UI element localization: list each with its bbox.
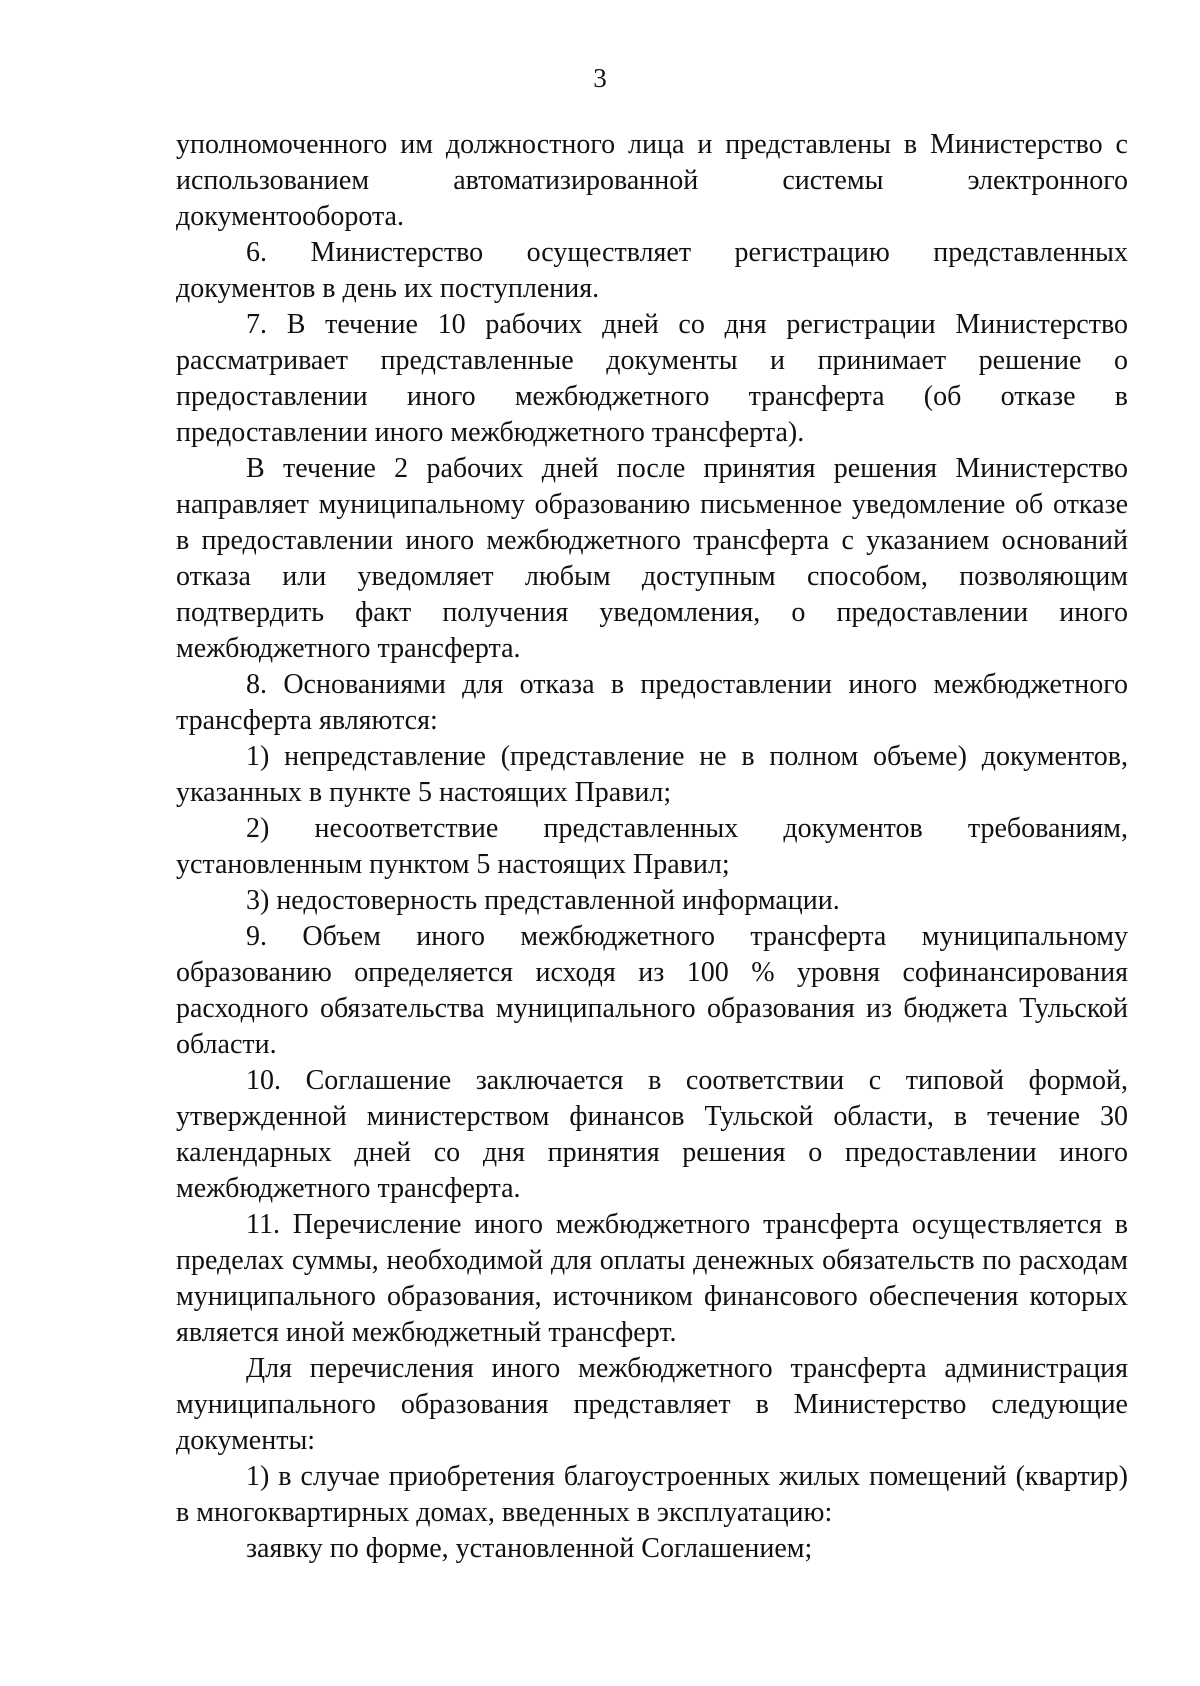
page-number: 3	[593, 63, 607, 93]
paragraph-11-transfer-payment: 11. Перечисление иного межбюджетного трансферта осуществляется в пределах суммы, необходимой для оплаты денежных обязательств по расходам муниципального образования, источником финансового обеспечения которых является иной межбюджетный трансферт.	[176, 1209, 1128, 1348]
paragraph-continuation: уполномоченного им должностного лица и представлены в Министерство с использованием автоматизированной системы электронного документооборота.	[176, 129, 1128, 232]
list-item-2-noncompliance: 2) несоответствие представленных документов требованиям, установленным пунктом 5 настоящих Правил;	[176, 813, 1128, 880]
document-body	[176, 127, 1128, 1567]
paragraph-notification: В течение 2 рабочих дней после принятия решения Министерство направляет муниципальному образованию письменное уведомление об отказе в предоставлении иного межбюджетного трансферта с указанием оснований отказа или уведомляет любым доступным способом, позволяющим подтвердить факт получения уведомления, о предоставлении иного межбюджетного трансферта.	[176, 453, 1128, 664]
paragraph-8-refusal-grounds: 8. Основаниями для отказа в предоставлении иного межбюджетного трансферта являются:	[176, 669, 1128, 736]
list-item-1-nonsubmission: 1) непредставление (представление не в полном объеме) документов, указанных в пункте 5 настоящих Правил;	[176, 741, 1128, 808]
list-item-application-form: заявку по форме, установленной Соглашением;	[246, 1533, 813, 1564]
paragraph-7-review: 7. В течение 10 рабочих дней со дня регистрации Министерство рассматривает представленные документы и принимает решение о предоставлении иного межбюджетного трансферта (об отказе в предоставлении иного межбюджетного трансферта).	[176, 309, 1128, 448]
paragraph-9-transfer-volume: 9. Объем иного межбюджетного трансферта муниципальному образованию определяется исходя из 100 % уровня софинансирования расходного обязательства муниципального образования из бюджета Тульской области.	[176, 921, 1128, 1060]
paragraph-10-agreement: 10. Соглашение заключается в соответствии с типовой формой, утвержденной министерством финансов Тульской области, в течение 30 календарных дней со дня принятия решения о предоставлении иного межбюджетного трансферта.	[176, 1065, 1128, 1204]
list-item-1-apartment-purchase: 1) в случае приобретения благоустроенных жилых помещений (квартир) в многоквартирных домах, введенных в эксплуатацию:	[176, 1461, 1128, 1528]
paragraph-6-registration: 6. Министерство осуществляет регистрацию представленных документов в день их поступления.	[176, 237, 1128, 304]
list-item-3-unreliability: 3) недостоверность представленной информации.	[246, 885, 840, 916]
paragraph-required-documents: Для перечисления иного межбюджетного трансферта администрация муниципального образования представляет в Министерство следующие документы:	[176, 1353, 1128, 1456]
